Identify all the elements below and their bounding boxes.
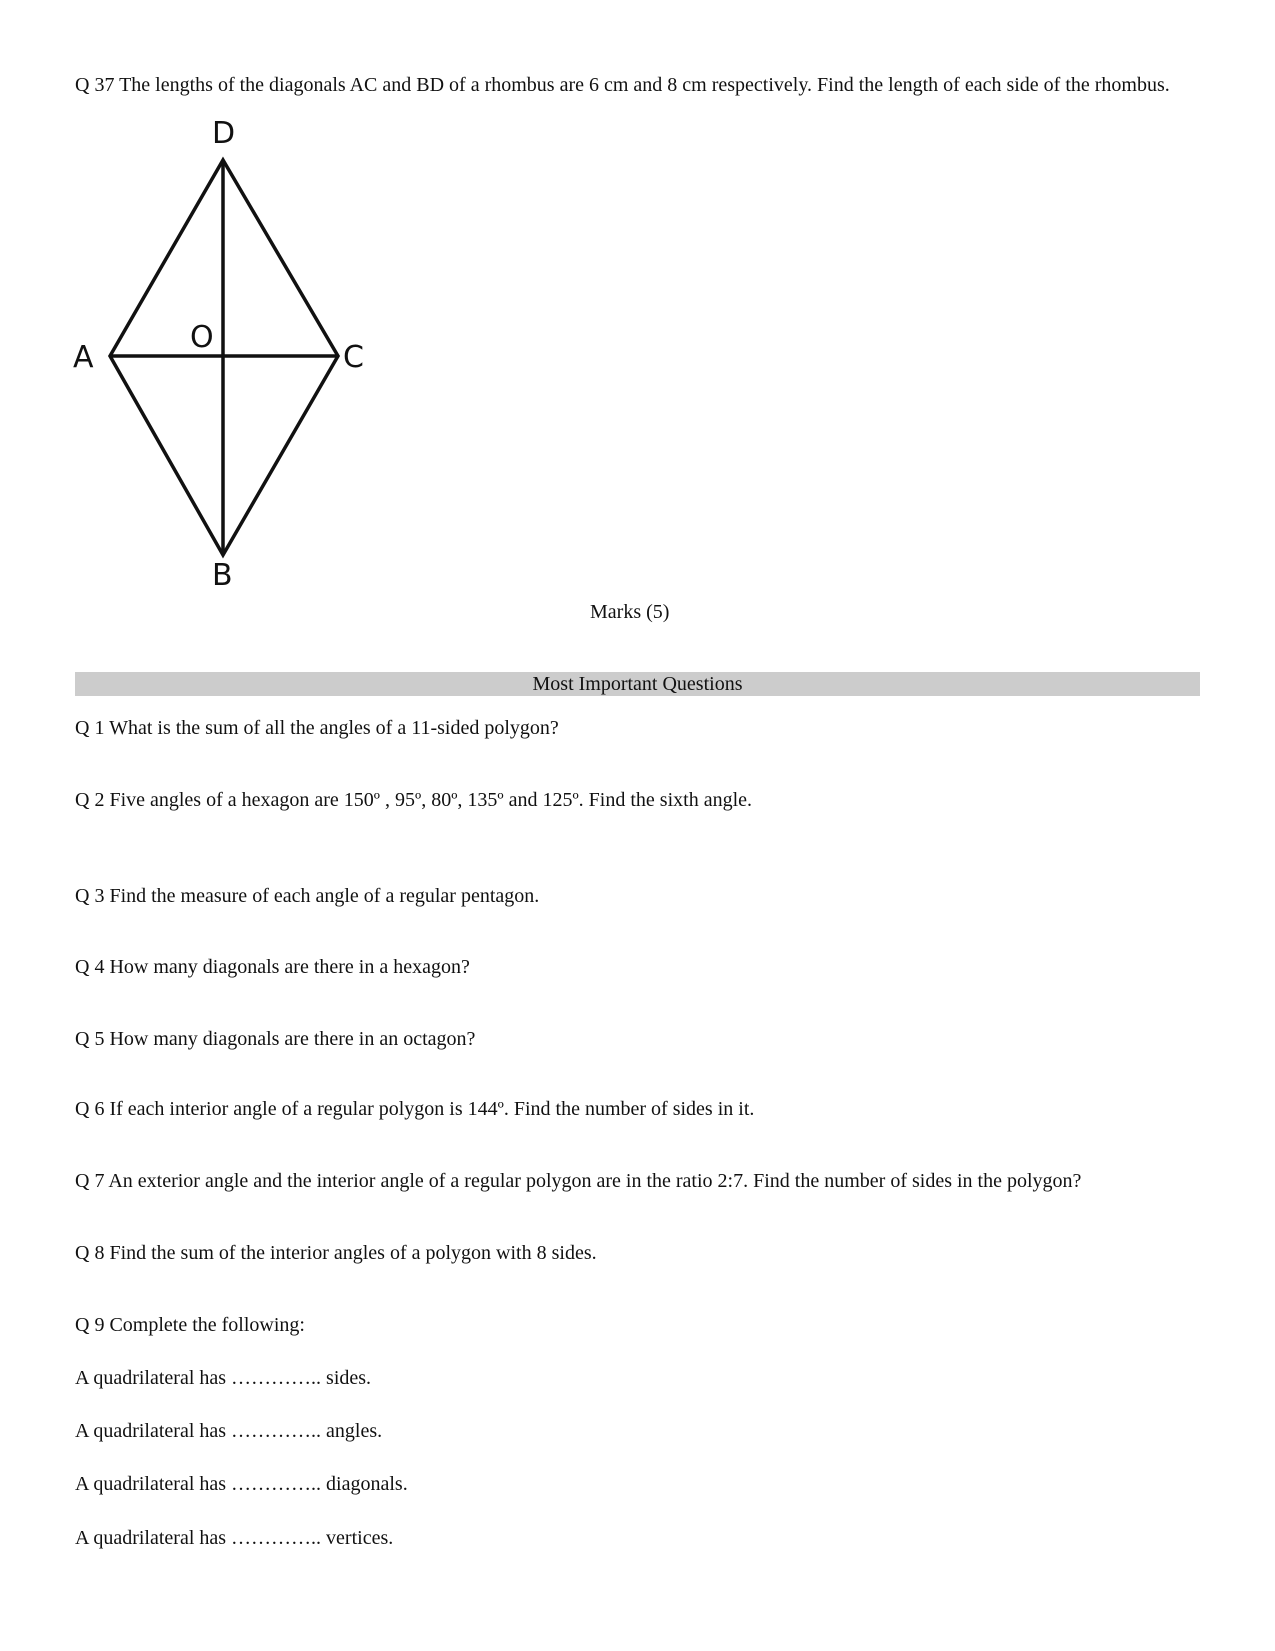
question-4: Q 4 How many diagonals are there in a hexagon? — [75, 956, 470, 978]
question-5: Q 5 How many diagonals are there in an octagon? — [75, 1028, 476, 1050]
question-9: Q 9 Complete the following: — [75, 1314, 305, 1336]
question-37-text: Q 37 The lengths of the diagonals AC and BD of a rhombus are 6 cm and 8 cm respectively. Find the length of each side of the rhombus. — [75, 74, 1170, 96]
question-2: Q 2 Five angles of a hexagon are 150º , 95º, 80º, 135º and 125º. Find the sixth angle. — [75, 789, 753, 811]
question-6: Q 6 If each interior angle of a regular polygon is 144º. Find the number of sides in it. — [75, 1098, 755, 1120]
vertex-label-c: C — [343, 340, 364, 375]
question-8: Q 8 Find the sum of the interior angles of a polygon with 8 sides. — [75, 1242, 597, 1264]
center-label-o: O — [190, 320, 214, 355]
blank-vertices: A quadrilateral has ………….. vertices. — [75, 1527, 394, 1549]
blank-angles: A quadrilateral has ………….. angles. — [75, 1420, 383, 1442]
blank-diagonals: A quadrilateral has ………….. diagonals. — [75, 1473, 408, 1495]
section-banner: Most Important Questions — [75, 672, 1200, 696]
question-1: Q 1 What is the sum of all the angles of a 11-sided polygon? — [75, 717, 559, 739]
vertex-label-a: A — [73, 340, 94, 375]
vertex-label-d: D — [212, 116, 236, 151]
rhombus-figure — [60, 112, 400, 612]
marks-label: Marks (5) — [590, 601, 670, 623]
vertex-label-b: B — [212, 558, 233, 593]
blank-sides: A quadrilateral has ………….. sides. — [75, 1367, 372, 1389]
question-7: Q 7 An exterior angle and the interior angle of a regular polygon are in the ratio 2:7. Find the number of sides in the polygon? — [75, 1170, 1082, 1192]
question-3: Q 3 Find the measure of each angle of a regular pentagon. — [75, 885, 540, 907]
